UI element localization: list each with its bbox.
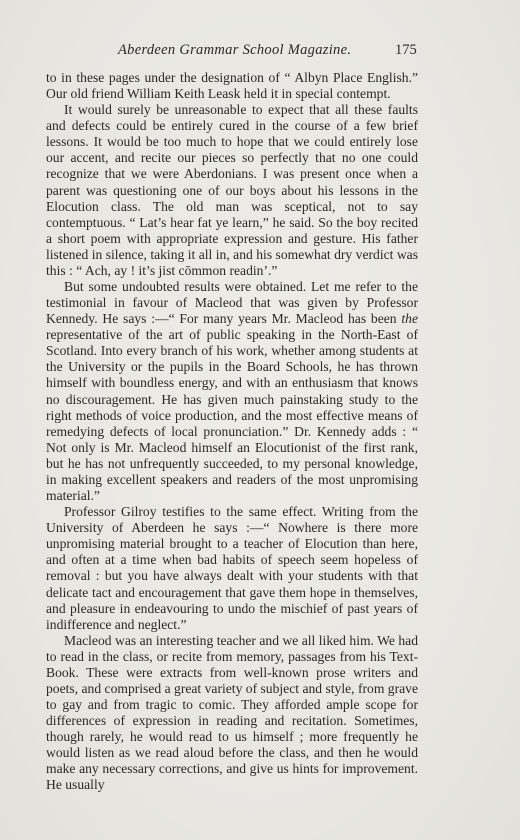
paragraph-accent: It would surely be unreasonable to expect that all these faults and defects could be entirely cured in the course of a few brief lessons. It would be too much to hope that we could entirely lose our accent, and recite our pieces so perfectly that no one could recognize that we were Aberdonians. I was present once when a parent was questioning one of our boys about his lessons in the Elocution class. The old man was sceptical, not to say contemptuous. “ Lat’s hear fat ye learn,” he said. So the boy recited a short poem with appropriate expression and gesture. His father listened in silence, taking it all in, and his somewhat dry verdict was this : “ Ach, ay ! it’s jist cōmmon readin’.”: [46, 102, 418, 278]
paragraph-continuation: to in these pages under the designation of “ Albyn Place English.” Our old friend William Keith Leask held it in special contempt.: [46, 70, 418, 102]
body-text: [46, 70, 418, 794]
kennedy-text-after: representative of the art of public speaking in the North-East of Scotland. Into every branch of his work, whether among students at the University or the pupils in the Board Schools, he has thrown himself with boundless energy, and with an enthusiasm that knows no discouragement. He has given much painstaking study to the right methods of voice production, and the most effective means of remedying defects of local pronunciation.” Dr. Kennedy adds : “ Not only is Mr. Macleod himself an Elocutionist of the first rank, but he has not unfrequently succeeded, to my personal knowledge, in making excellent speakers and readers of the most unpromising material.”: [46, 327, 418, 504]
paragraph-kennedy-testimonial: [46, 279, 418, 504]
kennedy-text-before: But some undoubted results were obtained. Let me refer to the testimonial in favour of Macleod that was given by Professor Kennedy. He says :—“ For many years Mr. Macleod has been: [46, 279, 418, 327]
emphasis-the: the: [401, 311, 418, 327]
paragraph-gilroy-testimonial: Professor Gilroy testifies to the same effect. Writing from the University of Aberdeen he says :—“ Nowhere is there more unpromising material brought to a teacher of Elocution than here, and often at a time when bad habits of speech seem hopeless of removal : but you have always dealt with your students with that delicate tact and encouragement that gave them hope in themselves, and pleasure in endeavouring to undo the mischief of past years of indifference and neglect.”: [46, 504, 418, 632]
paragraph-macleod-teacher: Macleod was an interesting teacher and we all liked him. We had to read in the class, or recite from memory, passages from his Text-Book. These were extracts from well-known prose writers and poets, and comprised a great variety of subject and style, from grave to gay and from tragic to comic. They afforded ample scope for differences of expression in reading and recitation. Sometimes, though rarely, he would read to us himself ; more frequently he would listen as we read aloud before the class, and then he would make any necessary corrections, and give us hints for improvement. He usually: [46, 632, 418, 793]
page-header: [0, 42, 520, 60]
page-number: 175: [395, 42, 417, 58]
running-title: Aberdeen Grammar School Magazine.: [118, 42, 352, 58]
